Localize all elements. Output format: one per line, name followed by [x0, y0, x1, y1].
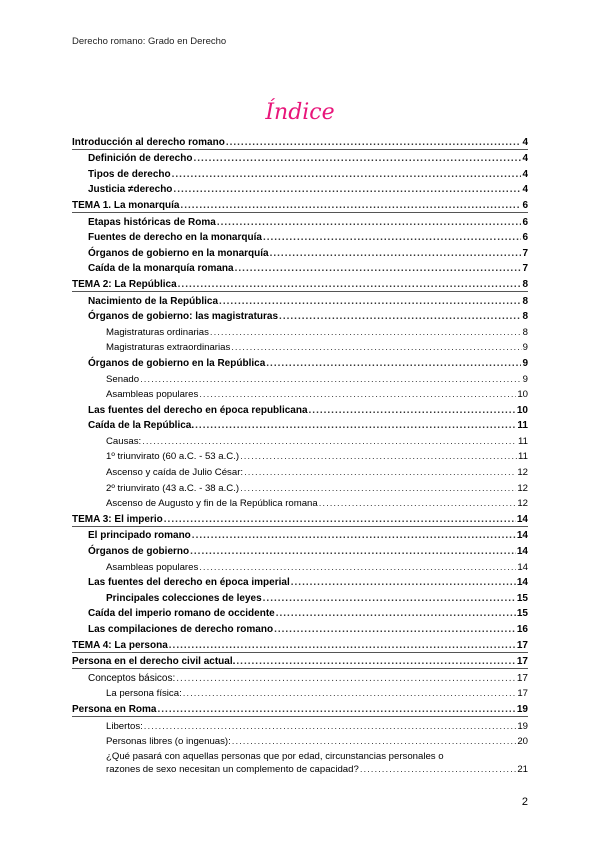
- toc-entry-text: Asambleas populares: [106, 561, 199, 573]
- toc-entry-text: Fuentes de derecho en la monarquía: [88, 232, 262, 244]
- toc-leader-dots: [240, 483, 516, 495]
- toc-entry-page: 14: [517, 561, 528, 573]
- toc-entry-text: Nacimiento de la República: [88, 295, 219, 307]
- toc-leader-dots: [217, 217, 522, 229]
- toc-entry[interactable]: [72, 558, 528, 574]
- toc-entry[interactable]: [72, 574, 528, 590]
- toc-entry-page: 8: [522, 278, 528, 290]
- toc-entry-text: Caída de la monarquía romana: [88, 263, 234, 275]
- toc-entry-page: 10: [516, 404, 528, 416]
- toc-entry[interactable]: [72, 620, 528, 636]
- toc-entry-text: Etapas históricas de Roma: [88, 216, 216, 228]
- toc-leader-dots: [142, 436, 517, 448]
- toc-entry[interactable]: [72, 308, 528, 324]
- toc-entry[interactable]: [72, 479, 528, 495]
- toc-entry[interactable]: [72, 495, 528, 511]
- toc-entry-text: TEMA 3: El imperio: [72, 513, 163, 525]
- toc-leader-dots: [236, 656, 515, 668]
- toc-entry-text: Las fuentes del derecho en época imperial: [88, 577, 290, 589]
- toc-entry-text: TEMA 2: La República: [72, 278, 177, 290]
- toc-entry-text-line2: razones de sexo necesitan un complemento de capacidad?: [106, 764, 359, 776]
- toc-entry-text: Órganos de gobierno en la monarquía: [88, 247, 269, 259]
- toc-leader-dots: [210, 327, 522, 339]
- toc-entry-multiline[interactable]: [72, 748, 528, 776]
- toc-entry-text: TEMA 4: La persona: [72, 639, 168, 651]
- toc-leader-dots: [232, 736, 517, 748]
- toc-entry[interactable]: [72, 401, 528, 417]
- toc-entry[interactable]: [72, 213, 528, 229]
- toc-entry-text: Órganos de gobierno: [88, 546, 190, 558]
- toc-leader-dots: [173, 184, 521, 196]
- toc-entry-text: TEMA 1. La monarquía: [72, 199, 180, 211]
- toc-leader-dots: [279, 311, 521, 323]
- toc-entry-page: 6: [522, 216, 528, 228]
- toc-leader-dots: [178, 279, 522, 291]
- toc-entry-page: 7: [522, 263, 528, 275]
- toc-entry-page: 9: [522, 357, 528, 369]
- toc-entry-page: 19: [516, 703, 528, 715]
- toc-entry[interactable]: [72, 733, 528, 749]
- toc-entry[interactable]: [72, 370, 528, 386]
- toc-leader-dots: [157, 704, 515, 716]
- page-header: Derecho romano: Grado en Derecho: [72, 36, 227, 47]
- toc-entry[interactable]: [72, 275, 528, 292]
- toc-entry[interactable]: [72, 605, 528, 621]
- toc-entry-text: Ascenso de Augusto y fin de la República romana: [106, 498, 318, 510]
- toc-entry-text: Ascenso y caída de Julio César:: [106, 467, 244, 479]
- toc-entry[interactable]: [72, 339, 528, 355]
- toc-leader-dots: [231, 342, 521, 354]
- toc-entry-text: Órganos de gobierno: las magistraturas: [88, 311, 279, 323]
- toc-entry[interactable]: [72, 685, 528, 701]
- toc-entry[interactable]: [72, 244, 528, 260]
- toc-entry-page: 4: [522, 153, 528, 165]
- toc-entry[interactable]: [72, 510, 528, 527]
- toc-leader-dots: [360, 764, 517, 776]
- toc-leader-dots: [244, 467, 516, 479]
- toc-entry-text: Las compilaciones de derecho romano: [88, 624, 274, 635]
- toc-entry-text: Principales colecciones de leyes: [106, 592, 262, 604]
- toc-leader-dots: [195, 420, 516, 432]
- toc-entry-page: 15: [516, 592, 528, 604]
- toc-entry-page: 16: [516, 624, 528, 635]
- toc-leader-dots: [235, 263, 522, 275]
- toc-entry[interactable]: [72, 653, 528, 670]
- toc-leader-dots: [183, 688, 517, 700]
- toc-entry[interactable]: [72, 292, 528, 308]
- toc-entry-text: Asambleas populares: [106, 389, 199, 401]
- toc-entry-page: 19: [517, 720, 528, 732]
- toc-entry-text: Causas:: [106, 435, 142, 447]
- toc-leader-dots: [140, 374, 522, 386]
- toc-entry-page: 12: [517, 467, 528, 479]
- toc-leader-dots: [274, 624, 516, 636]
- toc-entry-page: 20: [517, 736, 528, 748]
- toc-entry[interactable]: [72, 448, 528, 464]
- toc-leader-dots: [219, 296, 521, 308]
- toc-entry[interactable]: [72, 432, 528, 448]
- toc-entry[interactable]: [72, 196, 528, 213]
- toc-entry-page: 17: [516, 639, 528, 651]
- toc-entry-text: Conceptos básicos:: [88, 672, 176, 684]
- toc-entry-page: 6: [522, 199, 528, 211]
- toc-entry-text: La persona física:: [106, 688, 182, 700]
- toc-leader-dots: [263, 593, 516, 605]
- toc-entry[interactable]: [72, 669, 528, 685]
- toc-entry-page: 14: [516, 577, 528, 589]
- toc-leader-dots: [309, 405, 516, 417]
- toc-entry-page: 6: [522, 232, 528, 244]
- toc-entry-page: 9: [522, 373, 528, 385]
- toc-entry-page: 14: [516, 530, 528, 542]
- toc-entry-page: 8: [522, 295, 528, 307]
- toc-leader-dots: [226, 137, 522, 149]
- toc-leader-dots: [263, 232, 522, 244]
- toc-entry-text: Senado: [106, 373, 140, 385]
- toc-entry-page: 17: [516, 672, 528, 684]
- toc-entry[interactable]: [72, 700, 528, 717]
- toc-entry-text: 2º triunvirato (43 a.C. - 38 a.C.): [106, 482, 240, 494]
- toc-entry-page: 10: [517, 389, 528, 401]
- toc-entry-page: 9: [522, 342, 528, 354]
- toc-entry-text: Persona en Roma: [72, 703, 157, 715]
- toc-entry-page: 15: [516, 608, 528, 620]
- toc-entry-text: Libertos:: [106, 720, 143, 732]
- toc-entry-page: 11: [518, 451, 528, 463]
- page-number: 2: [521, 796, 528, 808]
- toc-leader-dots: [199, 562, 516, 574]
- toc-leader-dots: [319, 498, 517, 510]
- toc-entry[interactable]: [72, 542, 528, 558]
- toc-entry[interactable]: [72, 636, 528, 653]
- toc-entry-page: 12: [517, 482, 528, 494]
- toc-entry-text: Personas libres (o ingenuas):: [106, 736, 231, 748]
- toc-entry-page: 17: [517, 688, 528, 700]
- toc-entry[interactable]: [72, 181, 528, 197]
- toc-entry-page: 11: [518, 435, 528, 447]
- toc-leader-dots: [270, 248, 522, 260]
- table-of-contents: [72, 133, 528, 776]
- toc-entry[interactable]: [72, 527, 528, 543]
- toc-entry-page: 17: [516, 656, 528, 668]
- toc-leader-dots: [144, 721, 517, 733]
- toc-title: Índice: [265, 100, 335, 125]
- toc-leader-dots: [164, 514, 516, 526]
- toc-entry-page: 8: [522, 326, 528, 338]
- toc-entry-text: Introducción al derecho romano: [72, 136, 225, 148]
- toc-entry[interactable]: [72, 463, 528, 479]
- toc-entry-text: Magistraturas ordinarias: [106, 326, 209, 338]
- toc-entry-page: 7: [522, 247, 528, 259]
- toc-entry-page: 11: [517, 420, 528, 432]
- toc-entry-text: Órganos de gobierno en la República: [88, 357, 266, 369]
- toc-leader-dots: [193, 153, 521, 165]
- toc-leader-dots: [291, 577, 516, 589]
- toc-entry[interactable]: [72, 150, 528, 166]
- toc-entry-text: Definición de derecho: [88, 153, 193, 165]
- toc-entry-text: Justicia ≠derecho: [88, 184, 173, 196]
- toc-leader-dots: [190, 546, 516, 558]
- toc-entry-text: Tipos de derecho: [88, 168, 171, 180]
- toc-entry-page: 4: [522, 184, 528, 196]
- toc-entry-text: 1º triunvirato (60 a.C. - 53 a.C.): [106, 451, 240, 463]
- toc-entry-page: 8: [522, 311, 528, 323]
- toc-entry-page: 14: [516, 546, 528, 558]
- toc-entry-page: 21: [517, 764, 528, 776]
- toc-entry[interactable]: [72, 589, 528, 605]
- toc-entry-text: El principado romano: [88, 530, 191, 542]
- toc-leader-dots: [172, 169, 522, 181]
- toc-leader-dots: [176, 673, 516, 685]
- toc-entry-text: Persona en el derecho civil actual.: [72, 656, 236, 668]
- toc-entry[interactable]: [72, 354, 528, 370]
- toc-leader-dots: [169, 640, 516, 652]
- toc-entry[interactable]: [72, 229, 528, 245]
- toc-leader-dots: [180, 200, 521, 212]
- toc-leader-dots: [266, 358, 521, 370]
- toc-entry[interactable]: [72, 323, 528, 339]
- toc-entry[interactable]: [72, 133, 528, 150]
- toc-entry-text: Caída de la República.: [88, 420, 195, 432]
- toc-leader-dots: [276, 608, 516, 620]
- toc-entry-page: 12: [517, 498, 528, 510]
- toc-entry-text: Caída del imperio romano de occidente: [88, 608, 275, 620]
- toc-entry-page: 14: [516, 513, 528, 525]
- toc-entry-text: Magistraturas extraordinarias: [106, 342, 231, 354]
- toc-entry[interactable]: [72, 386, 528, 402]
- toc-leader-dots: [199, 389, 516, 401]
- toc-entry-text: Las fuentes del derecho en época republicana: [88, 404, 308, 416]
- toc-entry-page: 4: [522, 168, 528, 180]
- toc-entry[interactable]: [72, 165, 528, 181]
- toc-leader-dots: [192, 530, 516, 542]
- toc-entry-page: 4: [522, 136, 528, 148]
- toc-entry[interactable]: [72, 417, 528, 433]
- toc-entry-text-line1: ¿Qué pasará con aquellas personas que por edad, circunstancias personales o: [106, 751, 444, 763]
- toc-entry[interactable]: [72, 260, 528, 276]
- toc-leader-dots: [240, 451, 517, 463]
- toc-entry[interactable]: [72, 717, 528, 733]
